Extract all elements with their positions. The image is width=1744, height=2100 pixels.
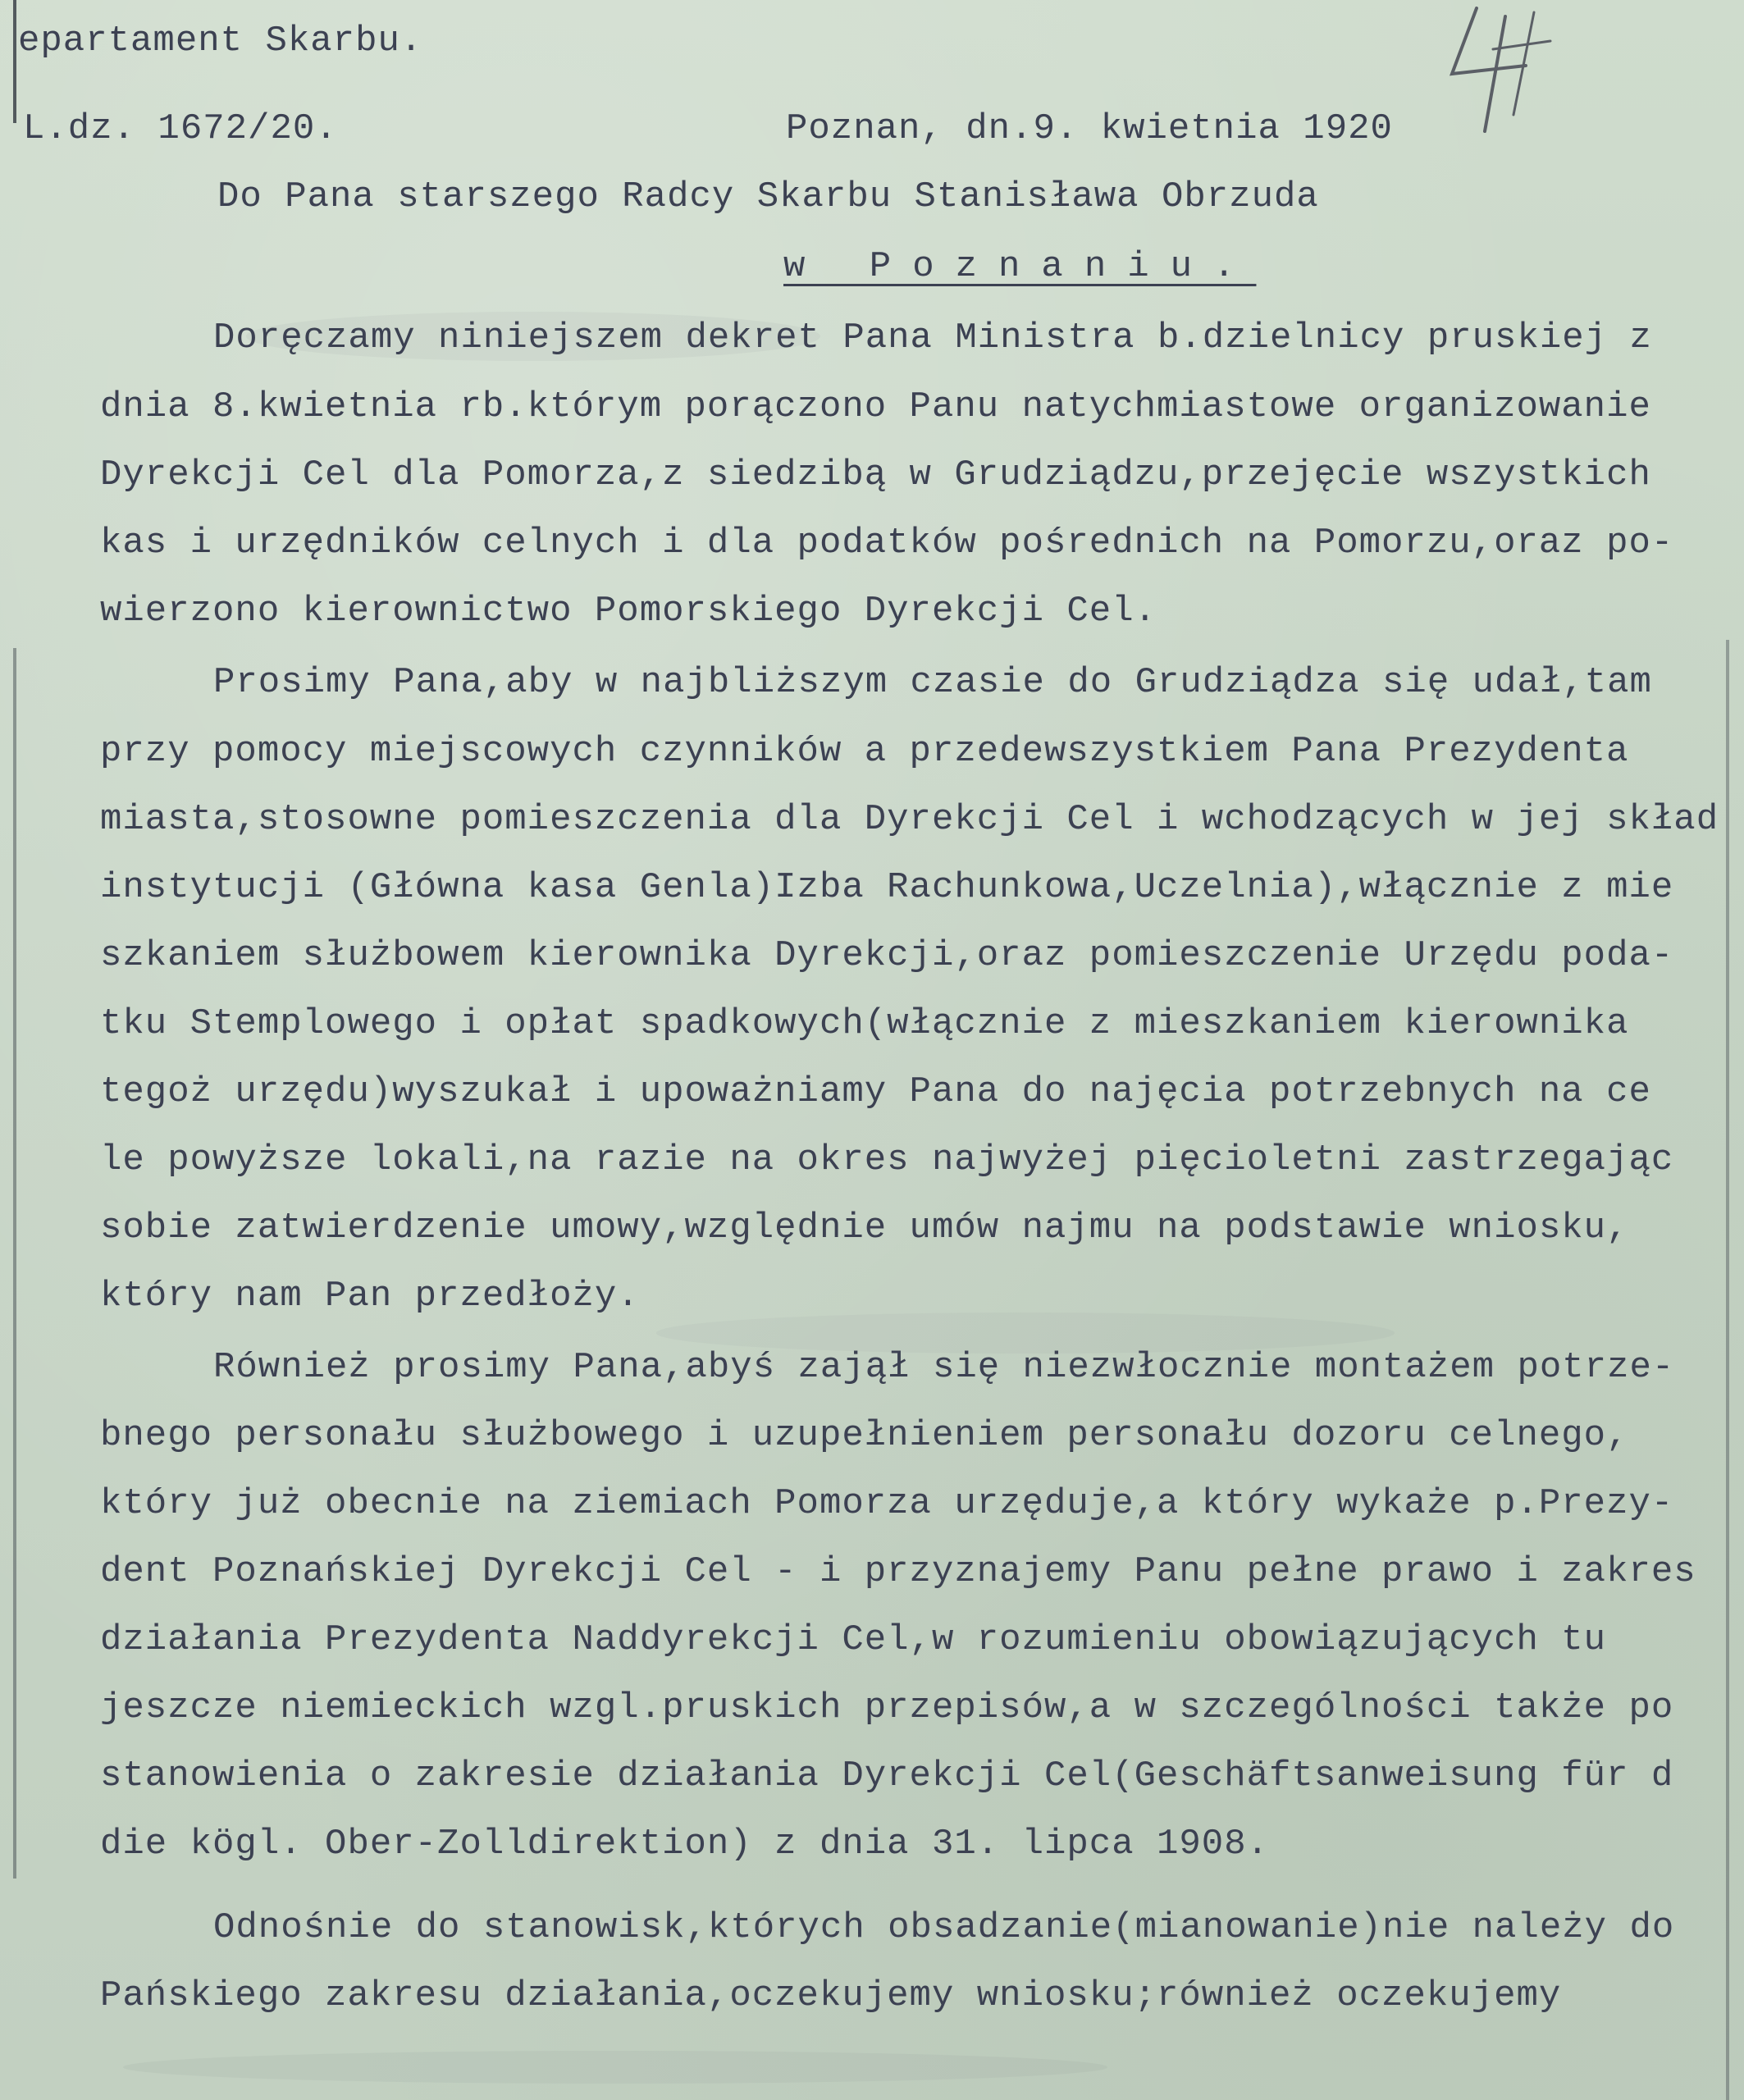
right-margin-line	[1726, 640, 1729, 2100]
body-line: Pańskiego zakresu działania,oczekujemy wniosku;również oczekujemy	[100, 1975, 1562, 2016]
handwritten-pencil-mark	[1427, 0, 1559, 139]
addressee-line: Do Pana starszego Radcy Skarbu Stanisława Obrzuda	[217, 176, 1319, 217]
body-line: instytucji (Główna kasa Genla)Izba Rachunkowa,Uczelnia),włącznie z mie	[100, 867, 1674, 908]
body-line: dent Poznańskiej Dyrekcji Cel - i przyznajemy Panu pełne prawo i zakres	[100, 1551, 1696, 1592]
body-line: stanowienia o zakresie działania Dyrekcji Cel(Geschäftsanweisung für d	[100, 1755, 1674, 1796]
body-line: die kögl. Ober-Zolldirektion) z dnia 31. lipca 1908.	[100, 1824, 1270, 1865]
body-line: Również prosimy Pana,abyś zajął się niezwłocznie montażem potrze-	[213, 1347, 1675, 1388]
body-line: sobie zatwierdzenie umowy,względnie umów najmu na podstawie wniosku,	[100, 1208, 1629, 1249]
addressee-city: w Poznaniu.	[783, 246, 1257, 287]
body-line: Odnośnie do stanowisk,których obsadzanie(mianowanie)nie należy do	[213, 1907, 1675, 1948]
body-line: Prosimy Pana,aby w najbliższym czasie do Grudziądza się udał,tam	[213, 662, 1652, 703]
body-line: który nam Pan przedłoży.	[100, 1276, 640, 1317]
body-line: miasta,stosowne pomieszczenia dla Dyrekcji Cel i wchodzących w jej skład	[100, 799, 1719, 840]
body-line: działania Prezydenta Naddyrekcji Cel,w rozumieniu obowiązujących tu	[100, 1619, 1607, 1660]
body-line: szkaniem służbowem kierownika Dyrekcji,oraz pomieszczenie Urzędu poda-	[100, 935, 1674, 976]
body-line: tegoż urzędu)wyszukał i upoważniamy Pana do najęcia potrzebnych na ce	[100, 1071, 1651, 1112]
body-line: jeszcze niemieckich wzgl.pruskich przepisów,a w szczególności także po	[100, 1687, 1674, 1728]
body-line: bnego personału służbowego i uzupełnieniem personału dozoru celnego,	[100, 1415, 1629, 1456]
body-line: kas i urzędników celnych i dla podatków pośrednich na Pomorzu,oraz po-	[100, 523, 1674, 564]
body-line: wierzono kierownictwo Pomorskiego Dyrekcji Cel.	[100, 591, 1157, 632]
body-line: Dyrekcji Cel dla Pomorza,z siedzibą w Grudziądzu,przejęcie wszystkich	[100, 454, 1651, 495]
department-header: epartament Skarbu.	[18, 21, 423, 62]
bleed-through-stain	[123, 2051, 1107, 2084]
body-line: Doręczamy niniejszem dekret Pana Ministra b.dzielnicy pruskiej z	[213, 317, 1652, 358]
left-margin-line	[13, 0, 16, 123]
body-line: przy pomocy miejscowych czynników a przedewszystkiem Pana Prezydenta	[100, 731, 1629, 772]
left-margin-line	[13, 648, 16, 1879]
body-line: tku Stemplowego i opłat spadkowych(włącznie z mieszkaniem kierownika	[100, 1003, 1629, 1044]
place-and-date: Poznan, dn.9. kwietnia 1920	[786, 108, 1393, 149]
reference-number: L.dz. 1672/20.	[23, 108, 338, 149]
body-line: dnia 8.kwietnia rb.którym porączono Panu natychmiastowe organizowanie	[100, 386, 1651, 427]
body-line: le powyższe lokali,na razie na okres najwyżej pięcioletni zastrzegając	[100, 1139, 1674, 1180]
body-line: który już obecnie na ziemiach Pomorza urzęduje,a który wykaże p.Prezy-	[100, 1483, 1674, 1524]
